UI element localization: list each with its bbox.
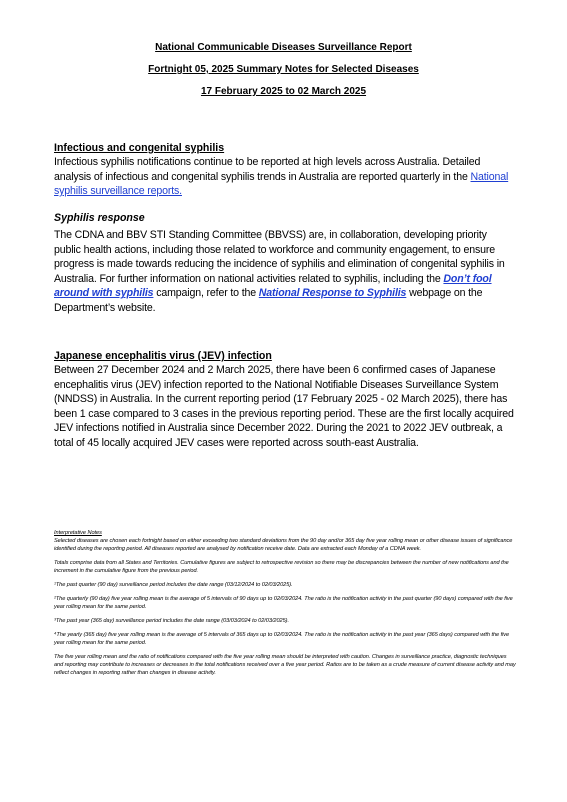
note-2: Totals comprise data from all States and Territories. Cumulative figures are subject to retrospective revision so there may be discrepancies between the number of new notifications and the increment in the cumulative figure from the previous period. xyxy=(54,560,509,574)
note-7: The five year rolling mean and the ratio of notifications compared with the five year rolling mean should be interpreted with caution. Changes in surveillance practice, diagnostic techniques and reporting may contribute to increases or decreases in the total notifications received over a five year period. Ratios are to be taken as a crude measure of current disease activity and may reflect changes in reporting rather than changes in disease activity. xyxy=(54,654,516,676)
syphilis-reports-link[interactable]: National syphilis surveillance reports. xyxy=(54,170,509,198)
report-title: National Communicable Diseases Surveillance Report xyxy=(155,42,412,53)
note-1: Selected diseases are chosen each fortnight based on either exceeding two standard deviations from the 90 day and/or 365 day five year rolling mean or other disease issues of significance identified during the reporting period. All diseases reported are analysed by notification receive date. Data are extracted each Monday of a CDNA week. xyxy=(54,538,513,552)
syphilis-heading: Infectious and congenital syphilis xyxy=(54,142,225,154)
report-subtitle: Fortnight 05, 2025 Summary Notes for Selected Diseases xyxy=(148,64,419,75)
syphilis-text: Infectious syphilis notifications continue to be reported at high levels across Australia. Detailed analysis of infectious and congenital syphilis trends in Australia are reported quarterly in the xyxy=(54,156,481,183)
dont-fool-around-link[interactable]: Don’t fool around with syphilis xyxy=(54,272,492,300)
report-date-range: 17 February 2025 to 02 March 2025 xyxy=(200,86,367,97)
note-6: ⁴The yearly (365 day) five year rolling mean is the average of 5 intervals of 365 days up to 02/03/2024. The ratio is the notification activity in the past year (365 days) compared with the five year rolling mean for the same period. xyxy=(54,632,510,646)
jev-heading: Japanese encephalitis virus (JEV) infection xyxy=(54,350,272,362)
jev-paragraph: Between 27 December 2024 and 2 March 2025, there have been 6 confirmed cases of Japanese encephalitis virus (JEV) infection reported to the National Notifiable Diseases Surveillance System (NNDSS) in Australia. In the current reporting period (17 February 2025 - 02 March 2025), there has been 1 case compared to 3 cases in the previous reporting period. These are the first locally acquired JEV infections notified in Australia since December 2022. During the 2021 to 2022 JEV outbreak, a total of 45 locally acquired JEV cases were reported across south-east Australia. xyxy=(54,364,514,449)
jev-section xyxy=(54,350,516,451)
national-response-link[interactable]: National Response to Syphilis xyxy=(258,287,407,300)
syphilis-section xyxy=(54,142,516,199)
syphilis-response-paragraph xyxy=(54,228,516,316)
syphilis-response-heading: Syphilis response xyxy=(54,212,145,224)
response-text-1: The CDNA and BBV STI Standing Committee (BBVSS) are, in collaboration, developing priority public health actions, including those related to workforce and community engagement, to ensure progress is made towards reducing the incidence of syphilis and elimination of congenital syphilis in Australia. For further information on national activities related to syphilis, including the xyxy=(54,229,505,285)
syphilis-paragraph xyxy=(54,155,516,199)
interpretative-notes xyxy=(54,529,516,683)
note-3: ¹The past quarter (90 day) surveillance period includes the date range (03/12/2024 to 02/03/2025). xyxy=(54,582,293,588)
notes-title: Interpretative Notes xyxy=(54,530,102,536)
response-text-3: webpage on the Department’s website. xyxy=(54,287,483,314)
note-5: ³The past year (365 day) surveillance period includes the date range (03/03/2024 to 02/03/2025). xyxy=(54,618,289,624)
response-text-2: campaign, refer to the xyxy=(156,287,256,300)
syphilis-response-section xyxy=(54,212,516,316)
note-4: ²The quarterly (90 day) five year rolling mean is the average of 5 intervals of 90 days up to 02/03/2024. The ratio is the notification activity in the past quarter (90 days) compared with the five year rolling mean for the same period. xyxy=(54,596,513,610)
